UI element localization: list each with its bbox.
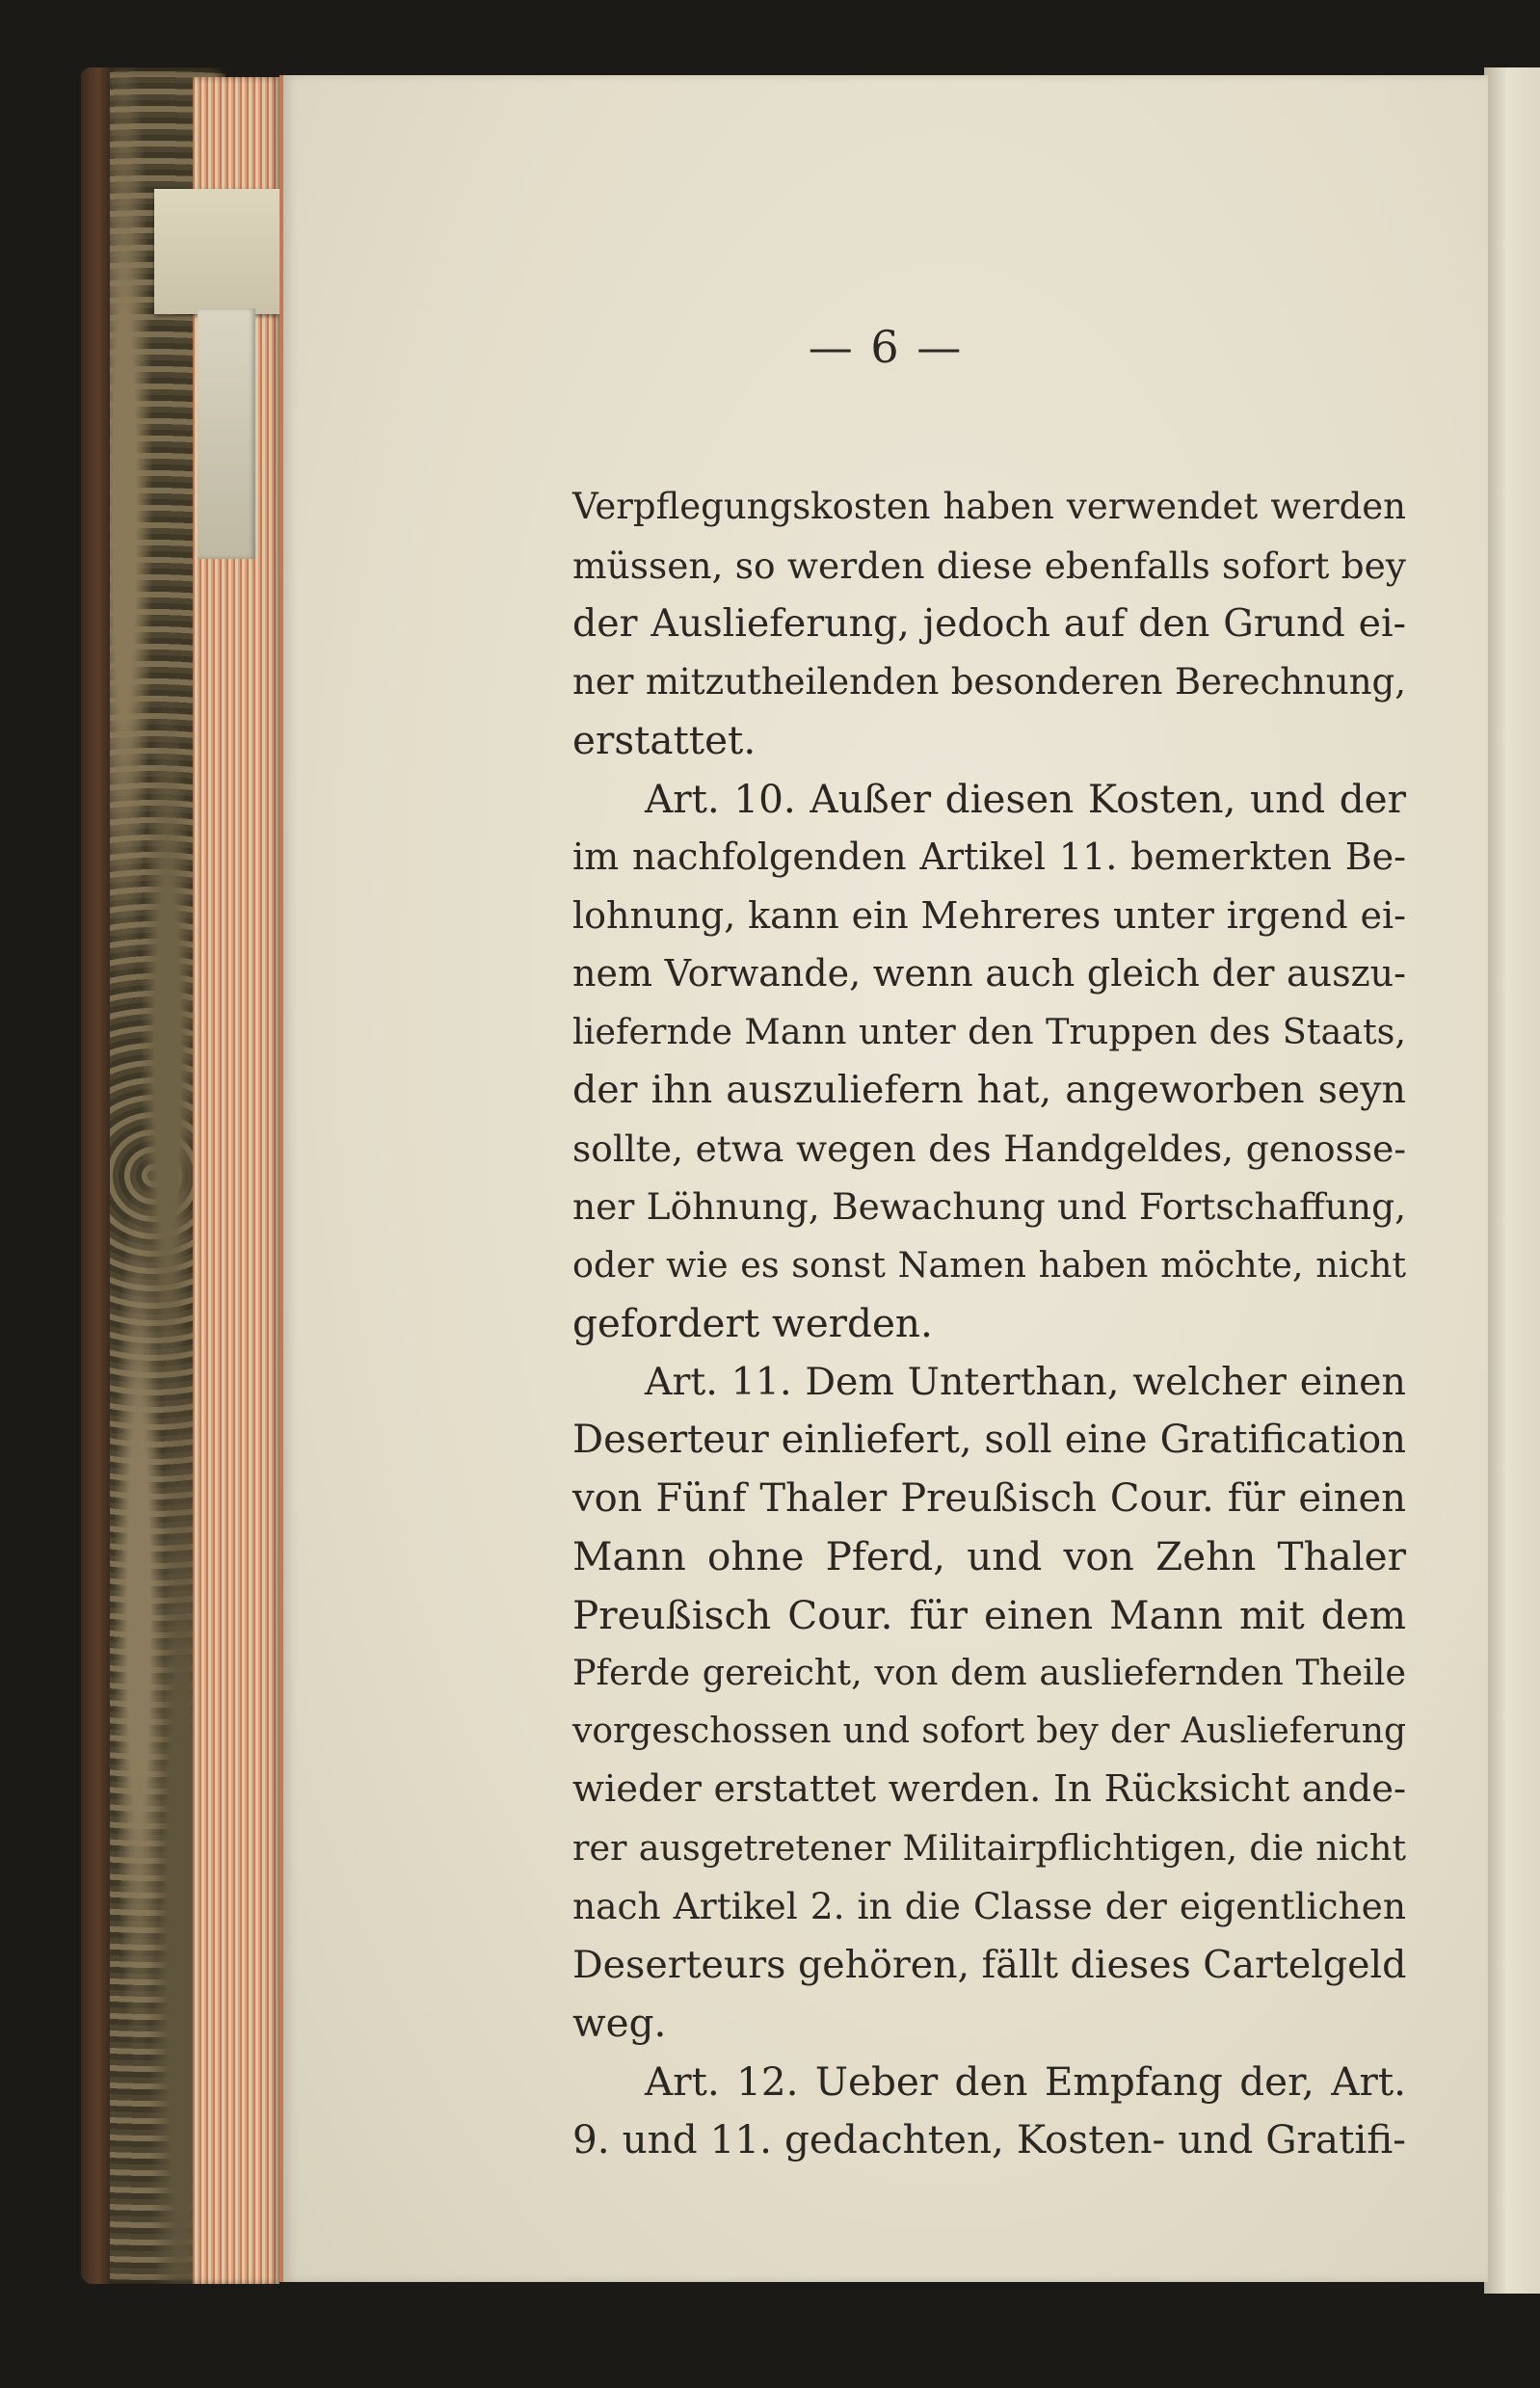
- text-line: der Auslieferung, jedoch auf den Grund ei-: [572, 601, 1406, 646]
- text-line: von Fünf Thaler Preußisch Cour. für einen: [572, 1475, 1406, 1521]
- next-page-edge: [1484, 67, 1540, 2294]
- text-line: Verpflegungskosten haben verwendet werden: [572, 486, 1406, 527]
- paper-tab: [154, 189, 279, 314]
- text-line: nach Artikel 2. in die Classe der eigentlichen: [572, 1885, 1406, 1927]
- text-line: Art. 11. Dem Unterthan, welcher einen: [645, 1359, 1406, 1404]
- text-line: oder wie es sonst Namen haben möchte, nicht: [572, 1243, 1406, 1286]
- text-line: im nachfolgenden Artikel 11. bemerkten Be-: [572, 836, 1406, 878]
- text-line: Mann ohne Pferd, und von Zehn Thaler: [572, 1533, 1406, 1579]
- book-page: [279, 75, 1488, 2282]
- text-line: 9. und 11. gedachten, Kosten- und Gratifi-: [572, 2116, 1406, 2162]
- text-line: wieder erstattet werden. In Rücksicht ande-: [572, 1767, 1406, 1811]
- text-line: weg.: [572, 2000, 667, 2046]
- leather-spine-edge: [81, 67, 110, 2284]
- page-number: — 6 —: [808, 321, 964, 373]
- text-line: gefordert werden.: [572, 1300, 933, 1346]
- bookmark-strip: [198, 308, 255, 559]
- text-line: liefernde Mann unter den Truppen des Staats,: [572, 1010, 1406, 1052]
- text-line: Art. 12. Ueber den Empfang der, Art.: [645, 2057, 1406, 2105]
- text-line: ner mitzutheilenden besonderen Berechnung,: [572, 660, 1406, 703]
- text-line: der ihn auszuliefern hat, angeworben seyn: [572, 1068, 1406, 1112]
- text-line: sollte, etwa wegen des Handgeldes, genosse-: [572, 1127, 1406, 1170]
- text-line: vorgeschossen und sofort bey der Auslieferung: [572, 1711, 1406, 1751]
- text-line: Preußisch Cour. für einen Mann mit dem: [572, 1591, 1406, 1638]
- text-line: erstattet.: [572, 717, 757, 763]
- text-line: Art. 10. Außer diesen Kosten, und der: [645, 775, 1406, 822]
- text-line: Deserteurs gehören, fällt dieses Cartelgeld: [572, 1942, 1407, 1987]
- text-line: Pferde gereicht, von dem ausliefernden Theile: [572, 1652, 1406, 1693]
- text-line: ner Löhnung, Bewachung und Fortschaffung,: [572, 1185, 1406, 1228]
- page-body-text: [572, 478, 1406, 2169]
- text-line: lohnung, kann ein Mehreres unter irgend ei-: [572, 893, 1406, 937]
- text-line: müssen, so werden diese ebenfalls sofort bey: [572, 544, 1406, 587]
- text-line: Deserteur einliefert, soll eine Gratification: [572, 1418, 1406, 1462]
- text-line: rer ausgetretener Militairpflichtigen, die nicht: [572, 1826, 1406, 1869]
- dust-speck: [46, 1397, 54, 1405]
- text-line: nem Vorwande, wenn auch gleich der auszu-: [572, 952, 1406, 995]
